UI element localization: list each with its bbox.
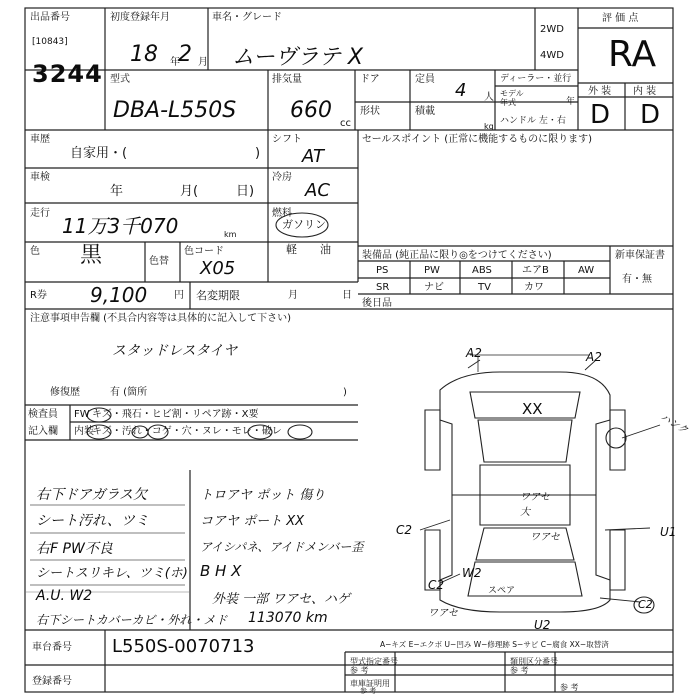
fw-items: キズ・飛石・ヒビ割・リペア跡・X要	[92, 409, 259, 420]
remark-9: アイシパネ、アイドメンバー歪	[200, 540, 364, 554]
ref-1: 参 考	[350, 666, 369, 675]
dealer-label: ディーラー・並行	[500, 74, 572, 84]
mark-spare: スペア	[488, 586, 516, 596]
equip-leather: カワ	[524, 282, 544, 293]
shape-label: 形状	[360, 106, 380, 117]
ref-4: 参 考	[560, 683, 579, 692]
lot-ref: [10843]	[32, 37, 68, 47]
remark-11: 外装 一部 ワアセ、ハゲ	[212, 592, 351, 607]
fuel-oil: 油	[320, 243, 331, 256]
fuel-gas: ガソリン	[282, 218, 326, 231]
equip-pw: PW	[424, 265, 440, 276]
car-diagram	[425, 355, 625, 612]
mark-c2-left: C2	[396, 523, 413, 537]
int-value: D	[640, 100, 661, 130]
aircon-value: AC	[305, 180, 330, 201]
remark-3: 右F PW不良	[36, 541, 113, 557]
name-change-month: 月	[288, 290, 298, 301]
door-value: 4	[455, 80, 467, 101]
fuel-light: 軽	[286, 243, 297, 256]
notes-value: スタッドレスタイヤ	[112, 343, 238, 359]
repair-value: 有 (箇所	[110, 387, 148, 398]
interior-label: 内装	[74, 426, 94, 437]
damage-legend: A−キズ E−エクボ U−凹み W−修理跡 S−サビ C−腐食 XX−取替済	[380, 640, 609, 649]
chassis-value: L550S-0070713	[112, 636, 255, 657]
repair-close: )	[343, 387, 347, 398]
recycle-unit: 円	[174, 290, 184, 301]
drive-2wd: 2WD	[540, 24, 564, 35]
inspect-label: 車検	[30, 172, 50, 183]
model-value: ムーヴラテ X	[232, 45, 363, 70]
grade-value: RA	[608, 34, 657, 75]
mark-paint: ワアセ	[530, 532, 560, 543]
disp-label: 排気量	[272, 74, 302, 85]
mark-u1: U1	[660, 525, 677, 539]
remark-7: トロアヤ ポット 傷り	[200, 488, 326, 503]
door-label: ドア	[360, 74, 380, 85]
remark-4: シートスリキレ、ツミ(ホ)	[36, 566, 188, 581]
lot-number: 3244	[32, 60, 103, 88]
cert-label: 型式指定番号	[350, 657, 398, 666]
inspect-year: 年	[110, 184, 124, 199]
mark-a2-right: A2	[586, 350, 602, 364]
int-label: 内 装	[633, 86, 657, 97]
sales-point-label: セールスポイント (正常に機能するものに限ります)	[362, 134, 593, 145]
mark-c2-right: C2	[638, 598, 653, 611]
remark-2: シート汚れ、ツミ	[36, 513, 149, 529]
ref-2: 参 考	[510, 666, 529, 675]
inspect-month: 月(	[180, 184, 199, 199]
month-unit: 月	[198, 57, 208, 68]
first-reg-year: 18	[130, 42, 158, 67]
warranty-value: 有・無	[622, 274, 652, 285]
repair-label: 修復歴	[50, 387, 80, 398]
color-code-label: 色コード	[184, 246, 224, 257]
equip-aw: AW	[578, 265, 595, 276]
name-change-day: 日	[342, 290, 352, 301]
first-reg-month: 2	[178, 42, 192, 67]
shift-value: AT	[302, 146, 324, 167]
drive-4wd: 4WD	[540, 50, 564, 61]
equip-navi: ナビ	[424, 282, 444, 293]
equip-sr: SR	[376, 282, 390, 293]
model-year-label: モデル 年式	[500, 89, 524, 107]
ext-label: 外 装	[588, 86, 612, 97]
equip-airbag: エアB	[522, 265, 549, 276]
fuel-label: 燃料	[272, 208, 292, 219]
color-value: 黒	[80, 243, 103, 268]
disp-unit: cc	[340, 118, 351, 129]
mark-paint-rear: ワアセ	[428, 608, 458, 619]
first-reg-label: 初度登録年月	[110, 12, 170, 23]
mark-xx-bonnet: XX	[522, 400, 543, 418]
mark-u2: U2	[534, 618, 551, 632]
class-label: 類別区分番号	[510, 657, 558, 666]
mark-a2-left: A2	[466, 346, 482, 360]
remark-5: A.U. W2	[36, 588, 93, 604]
equip-ps: PS	[376, 265, 389, 276]
mileage-value: 11万3千070	[62, 214, 179, 238]
mark-w2: W2	[462, 566, 482, 580]
ref-3: 参 考	[360, 687, 377, 695]
equip-tv: TV	[478, 282, 491, 293]
type-value: DBA-L550S	[113, 98, 237, 123]
mileage-unit: km	[224, 230, 237, 239]
year-unit: 年	[170, 57, 180, 68]
disp-value: 660	[290, 98, 332, 123]
name-change-label: 名変期限	[196, 289, 240, 302]
recycle-label: R券	[30, 290, 47, 301]
mileage-label: 走行	[30, 208, 50, 219]
aftermarket-label: 後日品	[362, 298, 392, 309]
grade-label: 評 価 点	[602, 13, 639, 24]
reg-label: 登録番号	[32, 676, 72, 687]
load-label: 積載	[415, 106, 435, 117]
entry-label: 記入欄	[28, 426, 58, 437]
lot-label: 出品番号	[30, 12, 70, 23]
capacity-label: 定員	[415, 74, 435, 85]
mark-c2-rear: C2	[428, 578, 445, 592]
capacity-unit: 人	[484, 92, 494, 103]
remark-12: 113070 km	[248, 610, 328, 626]
warranty-label: 新車保証書	[615, 250, 665, 261]
year-short: 年	[566, 97, 576, 107]
handle-label: ハンドル 左・右	[500, 116, 566, 126]
mark-paint-large: ワアセ 大	[520, 492, 550, 518]
color-swap-label: 色替	[149, 256, 169, 267]
equip-abs: ABS	[472, 265, 492, 276]
ext-value: D	[590, 100, 611, 130]
shift-label: シフト	[272, 134, 302, 145]
history-label: 車歴	[30, 134, 50, 145]
interior-items: キズ・汚れ・コゲ・穴・ヌレ・モレ・破レ	[92, 426, 282, 437]
color-label: 色	[30, 246, 40, 257]
inspector-label: 検査員	[28, 409, 58, 420]
vin-cert-label: 車庫証明用	[350, 679, 390, 688]
chassis-label: 車台番号	[32, 642, 72, 653]
remark-1: 右下ドアガラス欠	[36, 487, 148, 503]
aircon-label: 冷房	[272, 172, 292, 183]
fw-label: FW	[74, 409, 90, 420]
recycle-value: 9,100	[90, 283, 148, 307]
history-value: 自家用・(	[70, 146, 128, 161]
load-unit: kg	[484, 122, 494, 131]
type-label: 型式	[110, 74, 130, 85]
remark-10: B H X	[200, 562, 242, 580]
inspect-day: 日)	[236, 184, 255, 199]
model-label: 車名・グレード	[212, 12, 282, 23]
equipment-label: 装備品 (純正品に限り◎をつけてください)	[362, 250, 552, 261]
history-close: )	[255, 146, 261, 161]
color-code-value: X05	[200, 258, 236, 279]
notes-label: 注意事項申告欄 (不具合内容等は具体的に記入して下さい)	[30, 313, 291, 324]
remark-8: コアヤ ポート XX	[200, 514, 305, 529]
mark-puncture: ハンク	[658, 412, 690, 437]
remark-6: 右下シートカバーカビ・外れ・メド	[36, 613, 228, 627]
